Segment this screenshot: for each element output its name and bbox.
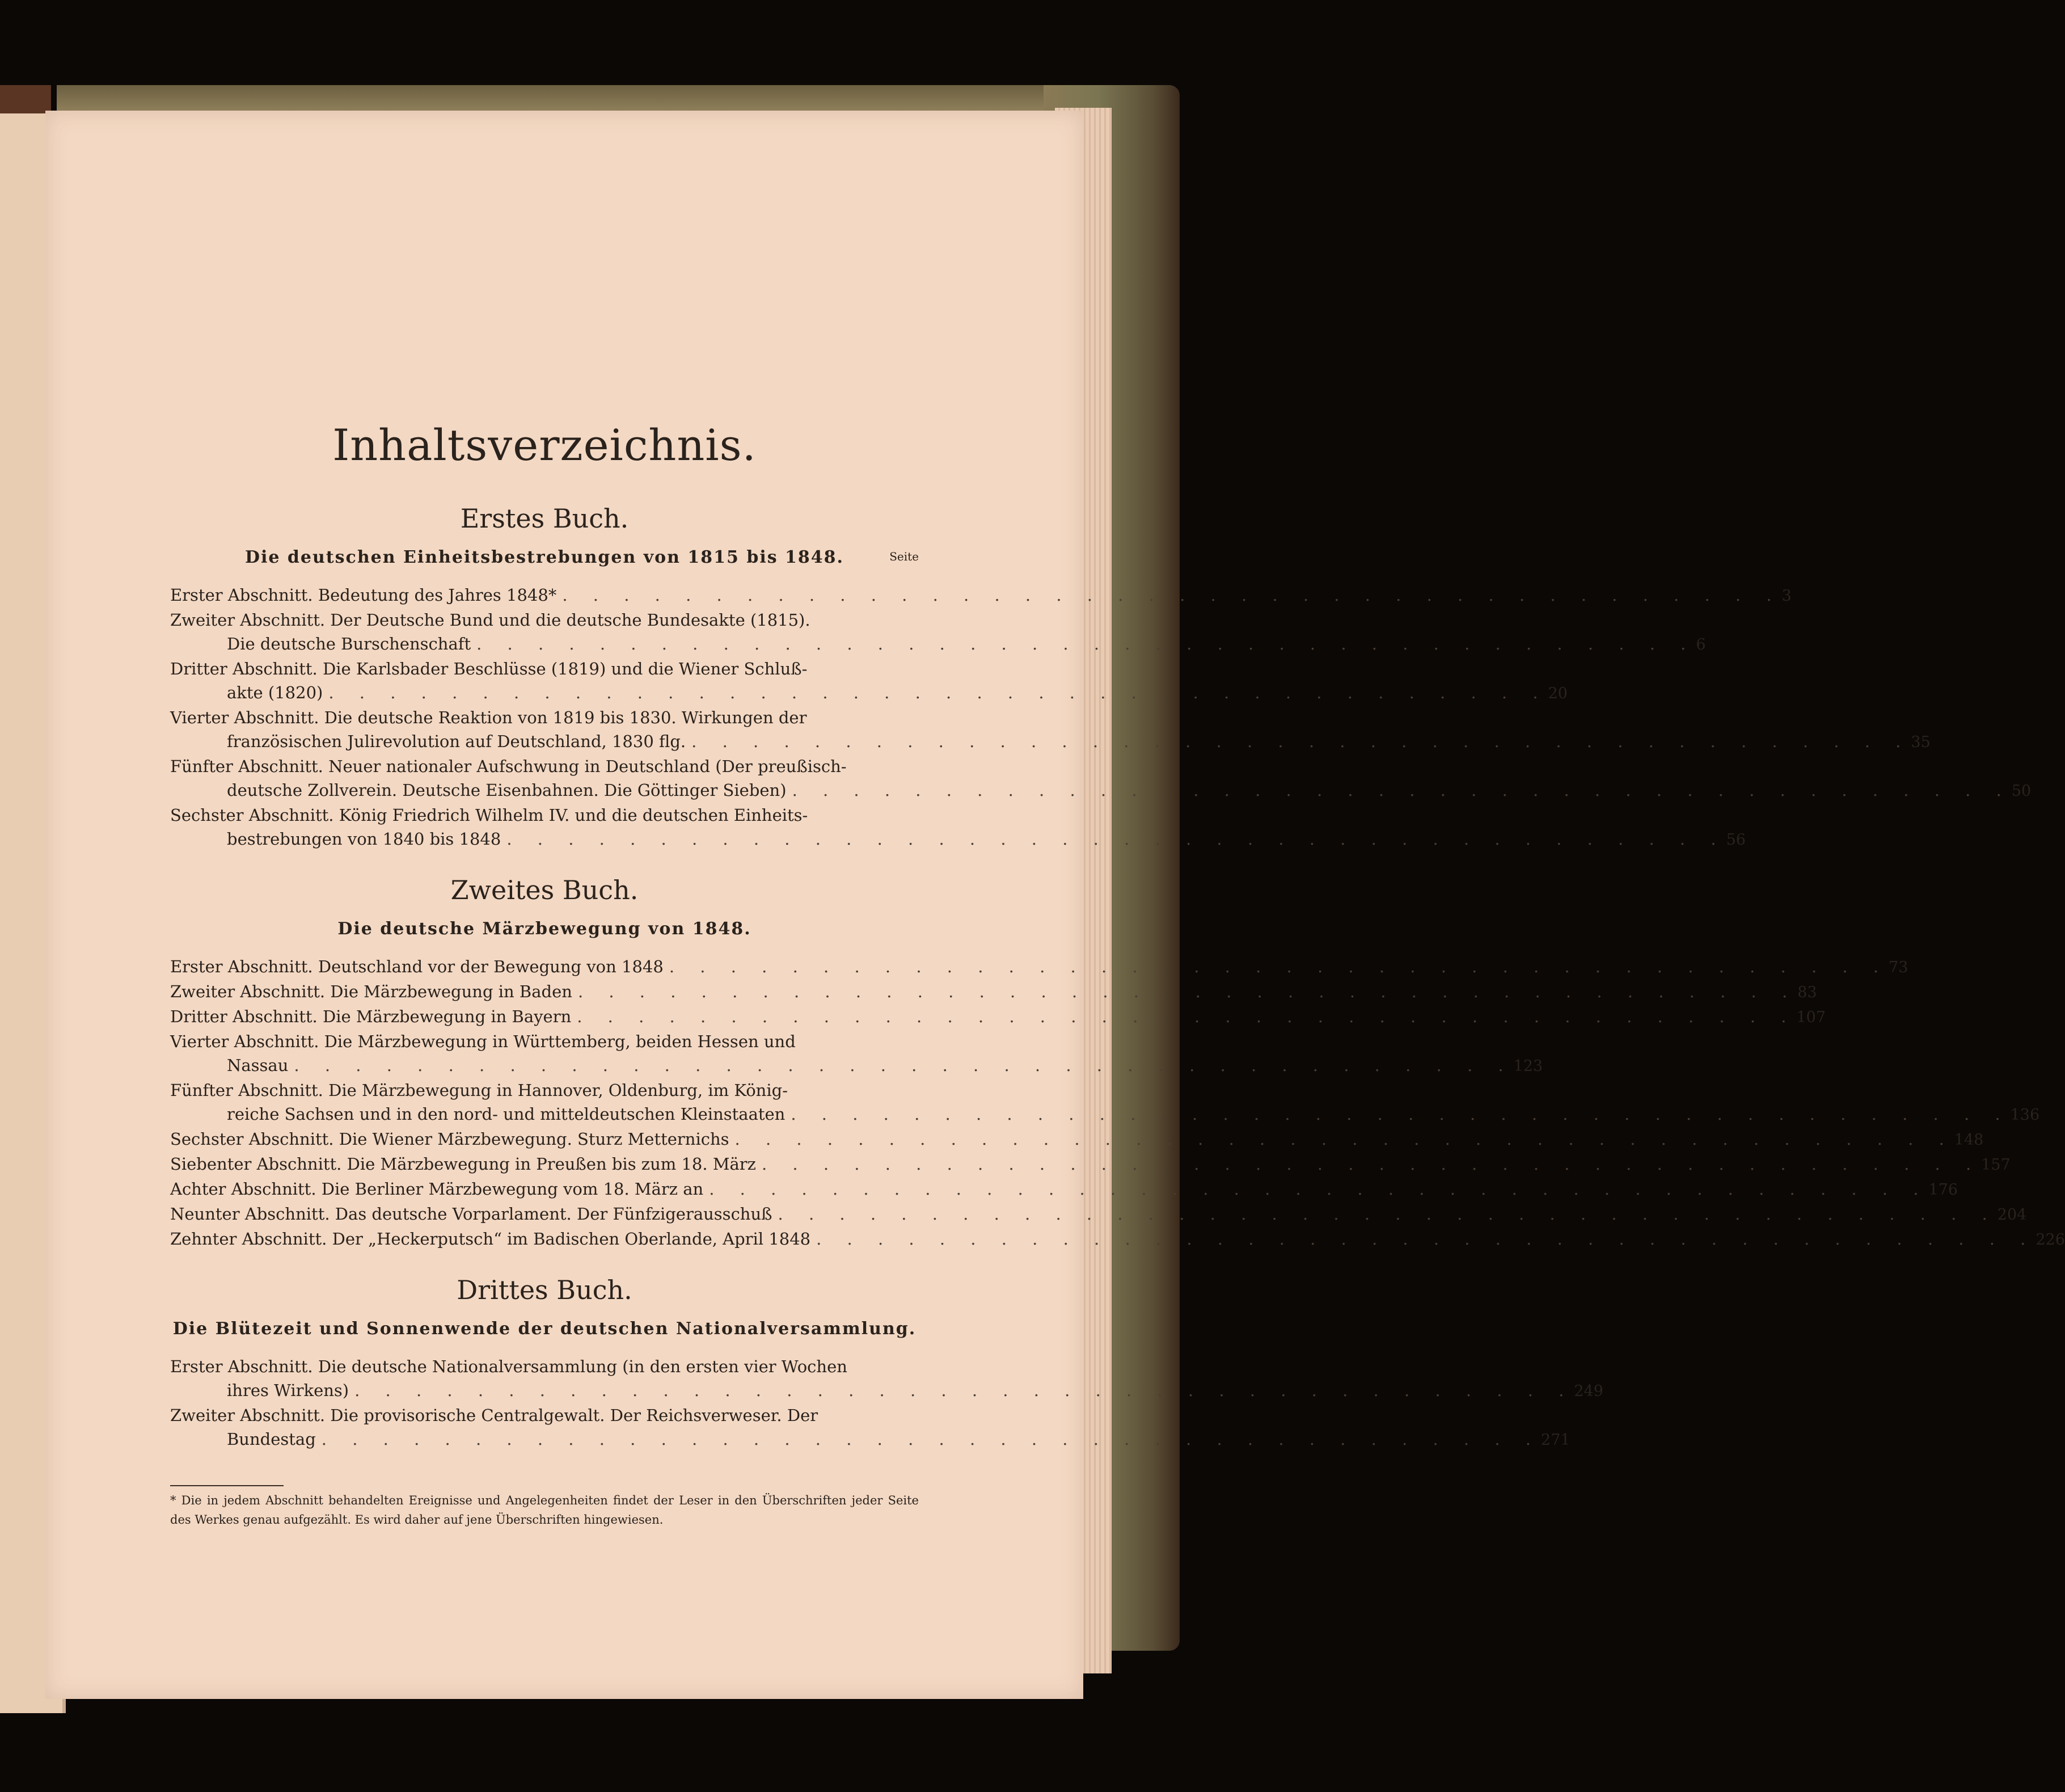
toc-page-number: 20 <box>1548 685 1568 702</box>
toc-entry-text: Dritter Abschnitt. Die Märzbewegung in Bayern <box>170 1007 572 1026</box>
toc-entry-text: Erster Abschnitt. Deutschland vor der Bewegung von 1848 <box>170 957 664 976</box>
toc-entry <box>170 803 1746 852</box>
dot-leader: . . . . . . . . . . . . . . . . . . . . . . . . . . . . . . . . . . . . . . . . <box>791 1104 2011 1124</box>
toc-entry <box>170 980 1817 1005</box>
toc-entry-text: Sechster Abschnitt. Die Wiener Märzbewegung. Sturz Metternichs <box>170 1129 729 1149</box>
table-of-contents <box>170 420 2065 1529</box>
dot-leader: . . . . . . . . . . . . . . . . . . . . . . . . . . . . . . . . . . . . . . . . <box>562 585 1782 605</box>
toc-entry-text: Zehnter Abschnitt. Der „Heckerputsch“ im Badischen Oberlande, April 1848 <box>170 1229 811 1249</box>
toc-entry-text: Zweiter Abschnitt. Die Märzbewegung in Baden <box>170 982 572 1001</box>
toc-entry-line <box>170 706 919 730</box>
toc-entry-line <box>170 1202 2027 1227</box>
page-title: Inhaltsverzeichnis. <box>332 420 757 470</box>
toc-entry-line <box>170 583 1792 608</box>
section-gap <box>170 852 919 875</box>
book-title: Zweites Buch. <box>450 875 639 905</box>
toc-entry <box>170 583 1792 608</box>
toc-page-number: 3 <box>1781 587 1792 605</box>
toc-entry-text: französischen Julirevolution auf Deutschland, 1830 flg. <box>227 732 686 751</box>
toc-page-number: 249 <box>1574 1382 1603 1400</box>
dot-leader: . . . . . . . . . . . . . . . . . . . . . . . . . . . . . . . . . . . . . . . . <box>476 634 1696 653</box>
toc-entry-text: Erster Abschnitt. Bedeutung des Jahres 1848* <box>170 585 557 605</box>
toc-entry-text: Zweiter Abschnitt. Die provisorische Centralgewalt. Der Reichsverweser. Der <box>170 1406 818 1425</box>
toc-entry <box>170 706 1931 754</box>
toc-entry-text: Fünfter Abschnitt. Die Märzbewegung in Hannover, Oldenburg, im König- <box>170 1081 788 1100</box>
book-subtitle-text: Die Blütezeit und Sonnenwende der deutschen Nationalversammlung. <box>172 1319 917 1339</box>
dot-leader: . . . . . . . . . . . . . . . . . . . . . . . . . . . . . . . . . . . . . . . . <box>669 957 1889 976</box>
toc-entry-line <box>170 1078 919 1102</box>
toc-entry <box>170 657 1568 706</box>
toc-entry-text: Nassau <box>227 1056 289 1075</box>
toc-entry-line <box>170 803 919 827</box>
toc-entry-line <box>170 1427 1570 1452</box>
toc-entry-text: Bundestag <box>227 1430 316 1449</box>
toc-entry <box>170 1355 1603 1403</box>
dot-leader: . . . . . . . . . . . . . . . . . . . . . . . . . . . . . . . . . . . . . . . . <box>709 1179 1929 1199</box>
toc-entry-text: Vierter Abschnitt. Die Märzbewegung in Württemberg, beiden Hessen und <box>170 1032 796 1051</box>
toc-entry-line <box>170 1227 2065 1252</box>
toc-entry-line <box>170 1127 1984 1152</box>
toc-page-number: 35 <box>1911 733 1931 751</box>
dot-leader: . . . . . . . . . . . . . . . . . . . . . . . . . . . . . . . . . . . . . . . . <box>506 829 1726 849</box>
toc-entry-text: Vierter Abschnitt. Die deutsche Reaktion von 1819 bis 1830. Wirkungen der <box>170 708 807 727</box>
toc-entry-line <box>170 657 919 681</box>
toc-page-number: 176 <box>1928 1181 1958 1199</box>
toc-page-number: 73 <box>1889 959 1908 976</box>
toc-entry-line <box>170 955 1908 980</box>
toc-entry-line <box>170 1102 2040 1127</box>
toc-entry <box>170 1202 2027 1227</box>
toc-entry-line <box>170 1378 1603 1403</box>
toc-entry-line <box>170 754 919 778</box>
toc-entry-text: Zweiter Abschnitt. Der Deutsche Bund und die deutsche Bundesakte (1815). <box>170 610 810 630</box>
toc-entry <box>170 1078 2040 1127</box>
toc-entry <box>170 1005 1826 1030</box>
dot-leader: . . . . . . . . . . . . . . . . . . . . . . . . . . . . . . . . . . . . . . . . <box>294 1056 1514 1075</box>
toc-page-number: 123 <box>1513 1057 1543 1075</box>
book-title: Erstes Buch. <box>460 503 629 534</box>
toc-entry-text: deutsche Zollverein. Deutsche Eisenbahnen. Die Göttinger Sieben) <box>227 781 787 800</box>
footnote: * Die in jedem Abschnitt behandelten Ereignisse und Angelegenheiten findet der Leser in den Überschriften jeder Seite des Werkes genau aufgezählt. Es wird daher auf jene Überschriften hingewiesen. <box>170 1494 919 1527</box>
dot-leader: . . . . . . . . . . . . . . . . . . . . . . . . . . . . . . . . . . . . . . . . <box>354 1381 1574 1400</box>
toc-entry-text: Erster Abschnitt. Die deutsche Nationalversammlung (in den ersten vier Wochen <box>170 1357 847 1376</box>
book-subtitle-text: Die deutschen Einheitsbestrebungen von 1815 bis 1848. <box>244 547 844 567</box>
toc-entry <box>170 1030 1543 1078</box>
toc-page-number: 56 <box>1726 831 1746 849</box>
dot-leader: . . . . . . . . . . . . . . . . . . . . . . . . . . . . . . . . . . . . . . . . <box>577 1007 1797 1026</box>
toc-entry-line <box>170 730 1931 754</box>
toc-page-number: 107 <box>1796 1009 1826 1026</box>
toc-entry-line <box>170 681 1568 706</box>
toc-page-number: 6 <box>1696 636 1706 653</box>
toc-entry-line <box>170 1005 1826 1030</box>
section-gap <box>170 1452 919 1475</box>
toc-page-number: 148 <box>1954 1131 1984 1149</box>
dot-leader: . . . . . . . . . . . . . . . . . . . . . . . . . . . . . . . . . . . . . . . . <box>778 1204 1998 1224</box>
dot-leader: . . . . . . . . . . . . . . . . . . . . . . . . . . . . . . . . . . . . . . . . <box>761 1154 1982 1174</box>
book-subtitle <box>170 919 919 939</box>
toc-entry-text: ihres Wirkens) <box>227 1381 349 1400</box>
dot-leader: . . . . . . . . . . . . . . . . . . . . . . . . . . . . . . . . . . . . . . . . <box>816 1229 2036 1249</box>
toc-entry-text: Achter Abschnitt. Die Berliner Märzbewegung vom 18. März an <box>170 1179 704 1199</box>
toc-entry-line <box>170 632 1706 657</box>
toc-entry <box>170 1403 1570 1452</box>
toc-entry <box>170 1152 2011 1177</box>
book-subtitle <box>170 1319 919 1339</box>
toc-entry-line <box>170 1355 919 1378</box>
toc-page-number: 83 <box>1797 984 1817 1001</box>
toc-entry <box>170 608 1706 657</box>
dot-leader: . . . . . . . . . . . . . . . . . . . . . . . . . . . . . . . . . . . . . . . . <box>792 781 2012 800</box>
toc-entry-line <box>170 980 1817 1005</box>
dot-leader: . . . . . . . . . . . . . . . . . . . . . . . . . . . . . . . . . . . . . . . . <box>734 1129 1954 1149</box>
toc-entry-text: Sechster Abschnitt. König Friedrich Wilhelm IV. und die deutschen Einheits- <box>170 806 808 825</box>
dot-leader: . . . . . . . . . . . . . . . . . . . . . . . . . . . . . . . . . . . . . . . . <box>577 982 1798 1001</box>
book-subtitle <box>170 547 919 567</box>
toc-page-number: 226 <box>2036 1231 2065 1249</box>
footnote-rule <box>170 1485 284 1486</box>
toc-page-number: 204 <box>1997 1206 2027 1224</box>
toc-page-number: 50 <box>2011 782 2032 800</box>
toc-entry-text: Neunter Abschnitt. Das deutsche Vorparlament. Der Fünfzigerausschuß <box>170 1204 772 1224</box>
toc-entry-text: Dritter Abschnitt. Die Karlsbader Beschlüsse (1819) und die Wiener Schluß- <box>170 659 808 678</box>
toc-entry-line <box>170 1177 1958 1202</box>
toc-entry-line <box>170 1030 919 1053</box>
toc-entry-text: Siebenter Abschnitt. Die Märzbewegung in Preußen bis zum 18. März <box>170 1154 756 1174</box>
toc-entry <box>170 1127 1984 1152</box>
section-gap <box>170 1252 919 1275</box>
books-container <box>170 503 2065 1475</box>
toc-entry <box>170 1227 2065 1252</box>
dot-leader: . . . . . . . . . . . . . . . . . . . . . . . . . . . . . . . . . . . . . . . . <box>328 683 1548 702</box>
toc-entry-line <box>170 1053 1543 1078</box>
toc-entry-text: akte (1820) <box>227 683 323 702</box>
toc-entry-text: bestrebungen von 1840 bis 1848 <box>227 829 501 849</box>
dot-leader: . . . . . . . . . . . . . . . . . . . . . . . . . . . . . . . . . . . . . . . . <box>321 1430 1542 1449</box>
toc-entry-line <box>170 1152 2011 1177</box>
book-title: Drittes Buch. <box>457 1275 632 1305</box>
book-subtitle-text: Die deutsche Märzbewegung von 1848. <box>337 919 751 939</box>
toc-entry-line <box>170 827 1746 852</box>
toc-entry-text: Die deutsche Burschenschaft <box>227 634 471 653</box>
toc-page-number: 271 <box>1541 1431 1570 1449</box>
toc-entry <box>170 955 1908 980</box>
toc-entry-text: reiche Sachsen und in den nord- und mitteldeutschen Kleinstaaten <box>227 1104 786 1124</box>
page-column-label: Seite <box>889 550 919 563</box>
toc-page-number: 157 <box>1981 1156 2011 1174</box>
toc-page-number: 136 <box>2010 1106 2040 1124</box>
toc-entry-text: Fünfter Abschnitt. Neuer nationaler Aufschwung in Deutschland (Der preußisch- <box>170 757 847 776</box>
toc-entry-line <box>170 1403 919 1427</box>
dot-leader: . . . . . . . . . . . . . . . . . . . . . . . . . . . . . . . . . . . . . . . . <box>691 732 1911 751</box>
toc-entry <box>170 754 2032 803</box>
toc-entry <box>170 1177 1958 1202</box>
toc-entry-line <box>170 608 919 632</box>
toc-entry-line <box>170 778 2032 803</box>
